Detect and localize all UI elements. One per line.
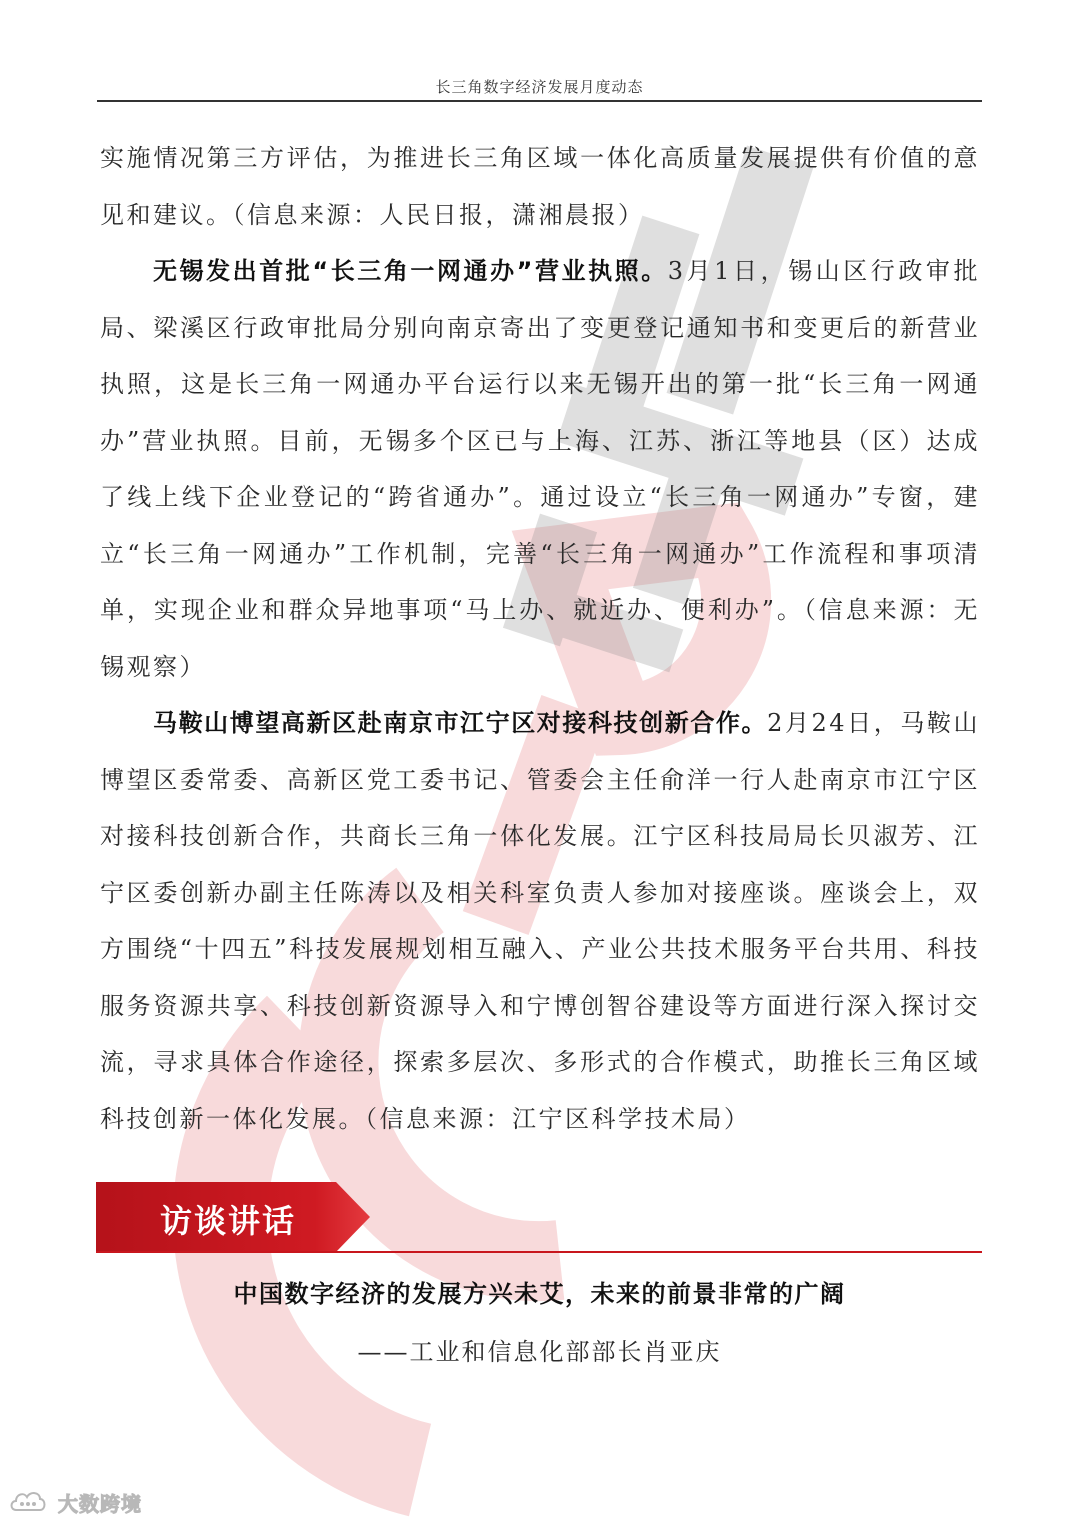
news-paragraph xyxy=(100,130,980,243)
news-paragraph xyxy=(100,243,980,695)
paragraph-text: 2月24日，马鞍山博望区委常委、高新区党工委书记、管委会主任俞洋一行人赴南京市江宁区对接科技创新合作，共商长三角一体化发展。江宁区科技局局长贝淑芳、江宁区委创新办副主任陈涛以及相关科室负责人参加对接座谈。座谈会上，双方围绕“十四五”科技发展规划相互融入、产业公共技术服务平台共用、科技服务资源共享、科技创新资源导入和宁博创智谷建设等方面进行深入探讨交流，寻求具体合作途径，探索多层次、多形式的合作模式，助推长三角区域科技创新一体化发展。（信息来源：江宁区科学技术局） xyxy=(100,709,981,1133)
paragraph-text: 实施情况第三方评估，为推进长三角区域一体化高质量发展提供有价值的意见和建议。（信息来源：人民日报，潇湘晨报） xyxy=(100,144,980,229)
section-banner xyxy=(96,1182,386,1254)
article-byline: ——工业和信息化部部长肖亚庆 xyxy=(357,1338,722,1366)
header-rule xyxy=(97,100,982,102)
section-title: 访谈讲话 xyxy=(160,1202,297,1240)
section-rule xyxy=(96,1251,982,1253)
paragraph-text: 3月1日，锡山区行政审批局、梁溪区行政审批局分别向南京寄出了变更登记通知书和变更后的新营业执照，这是长三角一网通办平台运行以来无锡开出的第一批“长三角一网通办”营业执照。目前，无锡多个区已与上海、江苏、浙江等地县（区）达成了线上线下企业登记的“跨省通办”。通过设立“长三角一网通办”专窗，建立“长三角一网通办”工作机制，完善“长三角一网通办”工作流程和事项清单，实现企业和群众异地事项“马上办、就近办、便利办”。（信息来源：无锡观察） xyxy=(100,257,980,681)
paragraph-lead: 无锡发出首批“长三角一网通办”营业执照。 xyxy=(153,257,668,285)
footer-logo xyxy=(8,1485,142,1519)
news-content xyxy=(100,130,980,1147)
paragraph-lead: 马鞍山博望高新区赴南京市江宁区对接科技创新合作。 xyxy=(153,709,768,737)
news-paragraph xyxy=(100,695,980,1147)
cloud-chat-icon xyxy=(8,1488,52,1516)
footer-logo-text: 大数跨境 xyxy=(58,1491,142,1516)
running-header: 长三角数字经济发展月度动态 xyxy=(435,78,644,96)
article-title: 中国数字经济的发展方兴未艾，未来的前景非常的广阔 xyxy=(233,1280,846,1308)
